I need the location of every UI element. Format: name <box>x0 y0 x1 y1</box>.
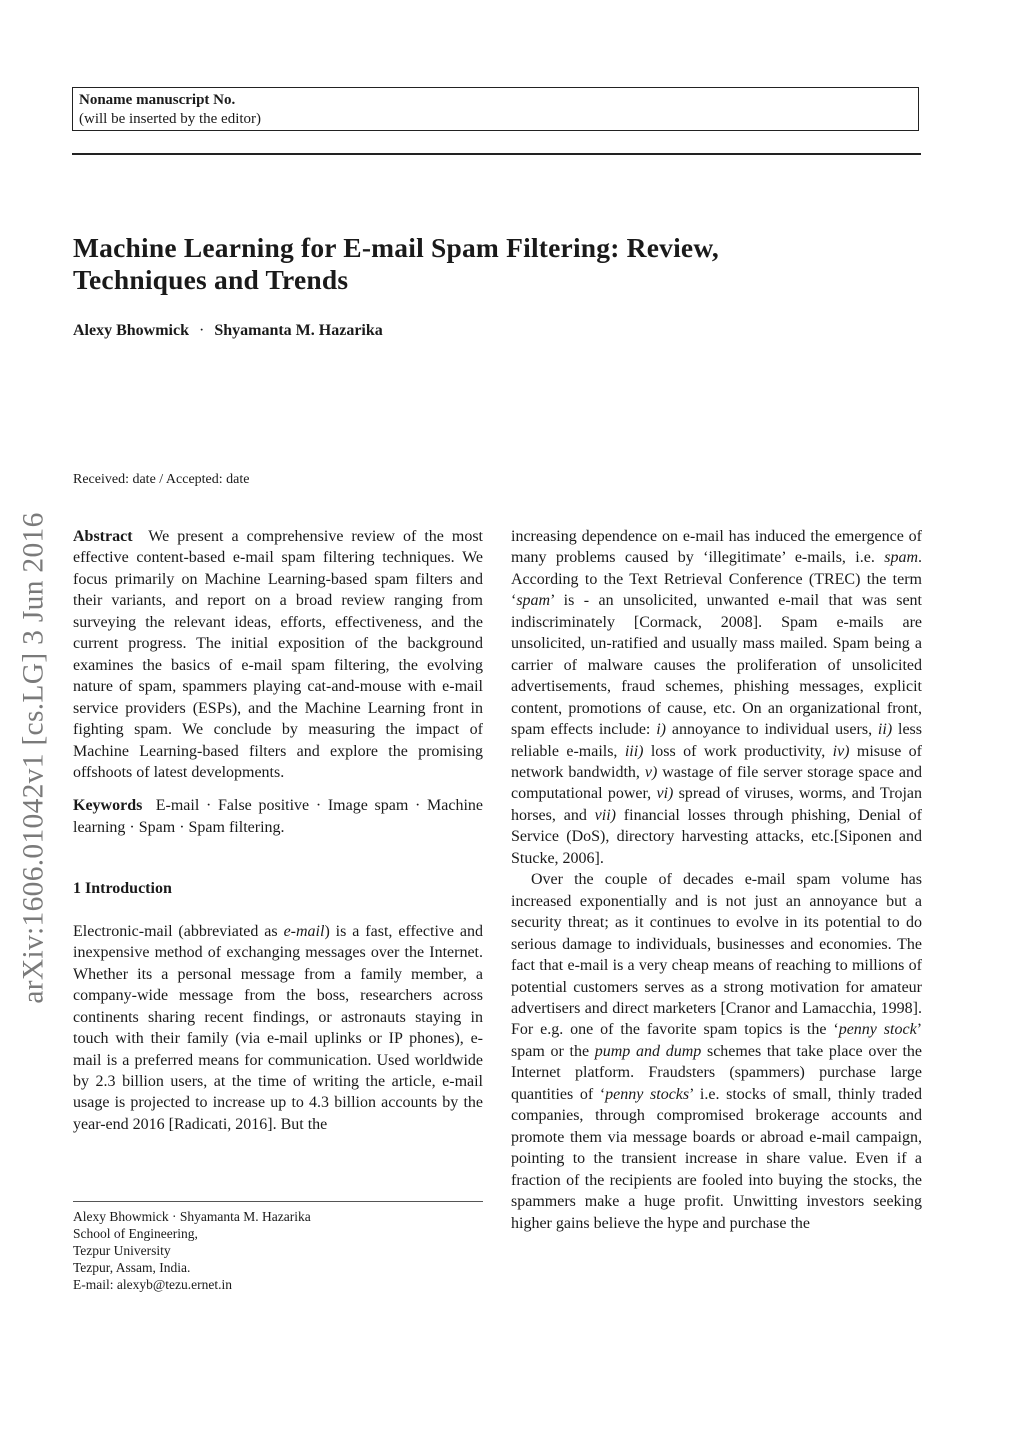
author-separator: · <box>199 322 205 339</box>
manuscript-note: (will be inserted by the editor) <box>79 111 262 127</box>
arxiv-sidebar <box>14 468 54 1048</box>
list-marker: iv) <box>832 742 850 760</box>
body-text: ’ is - an unsolicited, unwanted e-mail that was sent indiscriminately [Cormack, 2008]. Spam e-mails are unsolicited, un-ratified and usually mass mailed. Spam being a carrier of malware causes the proliferation of unsolicited advertisements, fraud schemes, phishing messages, explicit content, promotions of cause, etc. On an organizational front, spam effects include: <box>511 592 922 739</box>
intro-paragraph <box>73 921 483 1136</box>
keywords <box>73 795 483 838</box>
right-column <box>511 526 922 1234</box>
section-heading: 1 Introduction <box>73 880 172 898</box>
list-marker: iii) <box>624 742 644 760</box>
received-date: Received: date / Accepted: date <box>73 472 250 487</box>
body-emphasis: pump and dump <box>594 1042 702 1060</box>
body-text: financial losses through phishing, Denial of Service (DoS), directory harvesting attacks, etc.[Siponen and Stucke, 2006]. <box>511 806 922 867</box>
body-text: ’ i.e. stocks of small, thinly traded companies, through compromised brokerage accounts and promote them via message boards or abroad e-mail campaign, pointing to the transient increase in share value. Even if a fraction of the recipients are fooled into buying the stocks, the spammers make a huge profit. Unwitting investors seeking higher gains believe the hype and purchase the <box>511 1085 922 1232</box>
body-emphasis: spam <box>516 592 551 610</box>
body-text: . According to the Text Retrieval Conference (TREC) the term ‘ <box>511 549 922 610</box>
left-column <box>73 526 483 1135</box>
author-list <box>73 322 383 340</box>
footnote-school: School of Engineering, <box>73 1226 198 1241</box>
header-rule <box>72 153 921 155</box>
body-text: Over the couple of decades e-mail spam volume has increased exponentially and is not just an annoyance but a security threat; as it continues to evolve in its potential to do serious damage to individuals, businesses and economies. The fact that e-mail is a very cheap means of reaching to millions of potential customers serves as a strong motivation for amateur advertisers and direct marketers [Cranor and Lamacchia, 1998]. For e.g. one of the favorite spam topics is the ‘ <box>511 871 922 1039</box>
body-text: loss of work productivity, <box>643 742 833 760</box>
list-marker: vii) <box>594 806 616 824</box>
list-marker: ii) <box>877 721 893 739</box>
author-name: Shyamanta M. Hazarika <box>214 322 383 339</box>
body-emphasis: penny stocks <box>605 1085 690 1103</box>
abstract <box>73 526 483 783</box>
manuscript-number: Noname manuscript No. <box>79 92 236 108</box>
body-text: misuse of network bandwidth, <box>511 742 923 781</box>
body-text: annoyance to individual users, <box>666 721 878 739</box>
abstract-label: Abstract <box>73 528 133 545</box>
list-marker: v) <box>644 763 658 781</box>
body-emphasis: penny stock <box>838 1021 917 1039</box>
title-line-1: Machine Learning for E-mail Spam Filtering: Review, <box>73 232 719 263</box>
keywords-label: Keywords <box>73 797 143 815</box>
list-marker: i) <box>656 721 667 739</box>
author-footnote <box>73 1208 483 1293</box>
body-text: less reliable e-mails, <box>511 721 922 760</box>
body-text: spread of viruses, worms, and Trojan horses, and <box>511 785 922 824</box>
arxiv-identifier: arXiv:1606.01042v1 [cs.LG] 3 Jun 2016 <box>17 512 50 1004</box>
body-text: increasing dependence on e-mail has induced the emergence of many problems caused by ‘illegitimate’ e-mails, i.e. <box>511 528 922 567</box>
manuscript-box <box>72 87 919 131</box>
body-text: schemes that take place over the Internet platform. Fraudsters (spammers) purchase large quantities of ‘ <box>511 1042 923 1103</box>
author-name: Alexy Bhowmick <box>73 322 189 339</box>
paper-title <box>73 232 923 296</box>
right-paragraph-1 <box>511 526 922 869</box>
footnote-rule <box>73 1201 483 1202</box>
list-marker: vi) <box>656 785 674 803</box>
footnote-university: Tezpur University <box>73 1243 171 1258</box>
title-line-2: Techniques and Trends <box>73 264 349 295</box>
intro-text: ) is a fast, effective and inexpensive method of exchanging messages over the Internet. Whether its a personal message from a family member, a company-wide message from the boss, researchers across continents sharing recent findings, or astronauts staying in touch with their family (via e-mail uplinks or IP phones), e-mail is a preferred means for communication. Used worldwide by 2.3 billion users, at the time of writing the article, e-mail usage is projected to increase up to 4.3 billion accounts by the year-end 2016 [Radicati, 2016]. But the <box>73 922 484 1133</box>
keywords-text: E-mail · False positive · Image spam · Machine learning · Spam · Spam filtering. <box>73 797 484 836</box>
footnote-authors: Alexy Bhowmick · Shyamanta M. Hazarika <box>73 1209 311 1224</box>
body-text: wastage of file server storage space and computational power, <box>511 763 922 803</box>
abstract-text: We present a comprehensive review of the most effective content-based e-mail spam filtering techniques. We focus primarily on Machine Learning-based spam filters and their variants, and report on a broad review ranging from surveying the relevant ideas, efforts, effectiveness, and the current progress. The initial exposition of the background examines the basics of e-mail spam filtering, the evolving nature of spam, spammers playing cat-and-mouse with e-mail service providers (ESPs), and the Machine Learning front in fighting spam. We conclude by measuring the impact of Machine Learning-based filters and explore the promising offshoots of latest developments. <box>73 528 483 781</box>
footnote-location: Tezpur, Assam, India. <box>73 1260 191 1275</box>
right-paragraph-2 <box>511 869 922 1234</box>
body-text: ’ spam or the <box>511 1021 923 1060</box>
intro-emphasis: e-mail <box>283 922 325 940</box>
footnote-email: E-mail: alexyb@tezu.ernet.in <box>73 1277 232 1292</box>
body-emphasis: spam <box>884 549 918 567</box>
intro-text: Electronic-mail (abbreviated as <box>73 922 284 940</box>
